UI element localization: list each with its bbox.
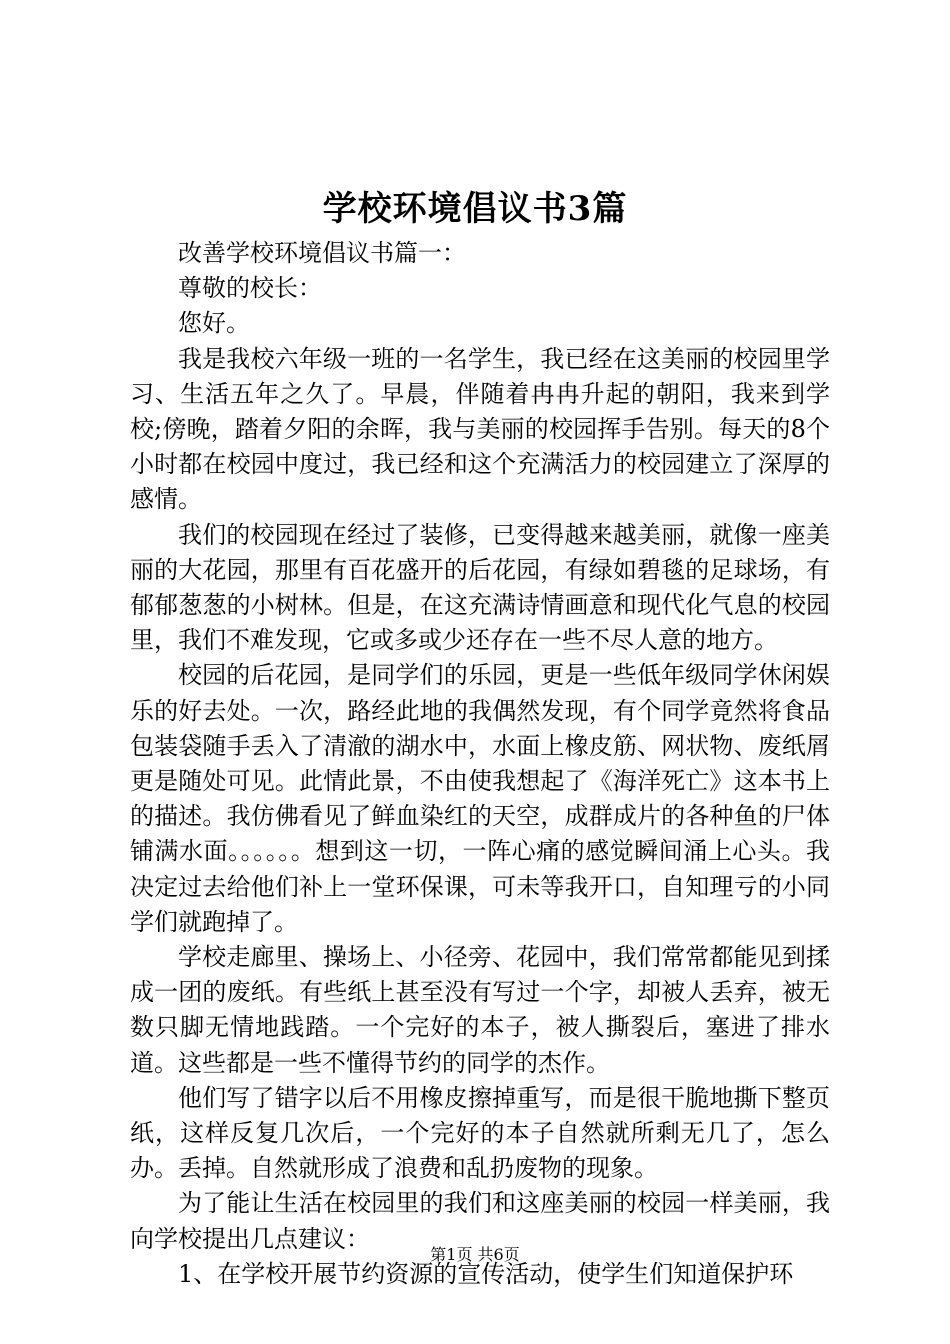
paragraph: 我是我校六年级一班的一名学生，我已经在这美丽的校园里学习、生活五年之久了。早晨，伴随着冉冉升起的朝阳，我来到学校;傍晚，踏着夕阳的余晖，我与美丽的校园挥手告别。每天的8个小时都在校园中度过，我已经和这个充满活力的校园建立了深厚的感情。: [130, 344, 830, 514]
paragraph: 学校走廊里、操场上、小径旁、花园中，我们常常都能见到揉成一团的废纸。有些纸上甚至没有写过一个字，却被人丢弃，被无数只脚无情地践踏。一个完好的本子，被人撕裂后，塞进了排水道。这些都是一些不懂得节约的同学的杰作。: [130, 943, 830, 1077]
paragraph: 您好。: [178, 309, 250, 338]
document-title: 学校环境倡议书3篇: [322, 189, 628, 229]
document-body: [130, 236, 830, 1292]
page-number-footer: 第1页 共6页: [430, 1245, 520, 1264]
paragraph: 校园的后花园，是同学们的乐园，更是一些低年级同学休闲娱乐的好去处。一次，路经此地的我偶然发现，有个同学竟然将食品包装袋随手丢入了清澈的湖水中，水面上橡皮筋、网状物、废纸屑更是随处可见。此情此景，不由使我想起了《海洋死亡》这本书上的描述。我仿佛看见了鲜血染红的天空，成群成片的各种鱼的尸体铺满水面。。。。。。想到这一切，一阵心痛的感觉瞬间涌上心头。我决定过去给他们补上一堂环保课，可未等我开口，自知理亏的小同学们就跑掉了。: [130, 661, 830, 936]
paragraph: 尊敬的校长：: [178, 274, 322, 303]
paragraph: 我们的校园现在经过了装修，已变得越来越美丽，就像一座美丽的大花园，那里有百花盛开的后花园，有绿如碧毯的足球场，有郁郁葱葱的小树林。但是，在这充满诗情画意和现代化气息的校园里，我们不难发现，它或多或少还存在一些不尽人意的地方。: [130, 520, 830, 655]
paragraph: 1、在学校开展节约资源的宣传活动，使学生们知道保护环: [178, 1259, 794, 1288]
paragraph: 他们写了错字以后不用橡皮擦掉重写，而是很干脆地撕下整页纸，这样反复几次后，一个完好的本子自然就所剩无几了，怎么办。丢掉。自然就形成了浪费和乱扔废物的现象。: [130, 1083, 830, 1183]
paragraph: 为了能让生活在校园里的我们和这座美丽的校园一样美丽，我向学校提出几点建议：: [130, 1189, 830, 1253]
paragraph: 改善学校环境倡议书篇一：: [178, 239, 466, 267]
